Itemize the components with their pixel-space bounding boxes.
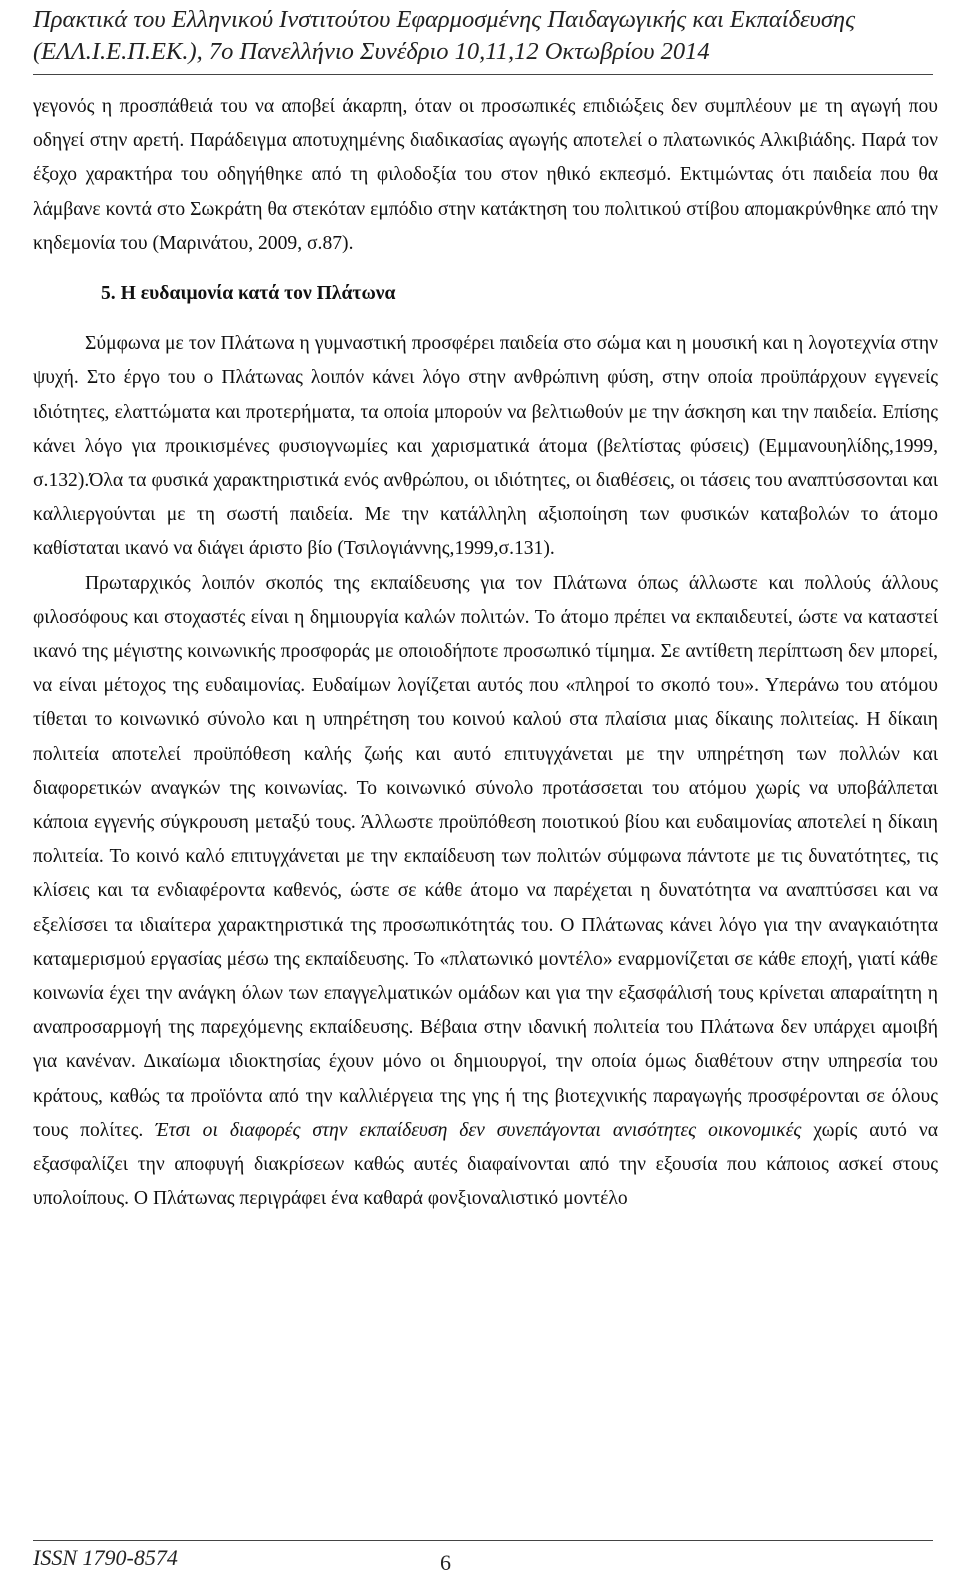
paragraph-education-goal-part-2: χωρίς αυτό να εξασφαλίζει την αποφυγή διακρίσεων καθώς αυτές διαφαίνονται από την εξουσία που κάποιος ασκεί στους υπολοίπους. Ο Πλάτωνας περιγράφει ένα καθαρά φονξιοναλιστικό μοντέλο — [33, 1119, 938, 1210]
footer-divider — [33, 1540, 933, 1541]
issn-label: ISSN 1790-8574 — [33, 1545, 178, 1570]
header-line-1: Πρακτικά του Ελληνικού Ινστιτούτου Εφαρμοσμένης Παιδαγωγικής και Εκπαίδευσης — [33, 6, 856, 33]
header-divider — [33, 74, 933, 75]
paragraph-education-goal-part-1: Πρωταρχικός λοιπόν σκοπός της εκπαίδευσης για τον Πλάτωνα όπως άλλωστε και πολλούς άλλους φιλοσόφους και στοχαστές είναι η δημιουργία καλών πολιτών. Το άτομο πρέπει να εκπαιδευτεί, ώστε να καταστεί ικανό της μέγιστης κοινωνικής προσφοράς με οποιοδήποτε προσωπικό τίμημα. Σε αντίθετη περίπτωση δεν μπορεί, να είναι μέτοχος της ευδαιμονίας. Ευδαίμων λογίζεται αυτός που «πληροί το σκοπό του». Υπεράνω του ατόμου τίθεται το κοινωνικό σύνολο και η υπηρέτηση του κοινού καλού στα πλαίσια μιας δίκαιης πολιτείας. Η δίκαιη πολιτεία αποτελεί προϋπόθεση καλής ζωής και αυτό επιτυγχάνεται με την υπηρέτηση των πολλών και διαφορετικών αναγκών της κοινωνίας. Το κοινωνικό σύνολο προτάσσεται του ατόμου χωρίς να υποβάλπεται κάποια εγγενής σύγκρουση μεταξύ τους. Άλλωστε προϋπόθεση ποιοτικού βίου και ευδαιμονίας αποτελεί η δίκαιη πολιτεία. Το κοινό καλό επιτυγχάνεται με την εκπαίδευση των πολιτών σύμφωνα πάντοτε με τις δυνατότητες, τις κλίσεις και τα ενδιαφέροντα καθενός, ώστε σε κάθε άτομο να παρέχεται η δυνατότητα να αναπτύσσει και να εξελίσσει τα ιδιαίτερα χαρακτηριστικά της προσωπικότητάς του. Ο Πλάτωνας κάνει λόγο για την αναγκαιότητα καταμερισμού εργασίας μέσω της εκπαίδευσης. Το «πλατωνικό μοντέλο» εναρμονίζεται σε κάθε εποχή, γιατί κάθε κοινωνία έχει την ανάγκη όλων των επαγγελματικών ομάδων και για την εξασφάλισή τους κρίνεται απαραίτητη η αναπροσαρμογή της παρεχόμενης εκπαίδευσης. Βέβαια στην ιδανική πολιτεία του Πλάτωνα δεν υπάρχει αμοιβή για κανέναν. Δικαίωμα ιδιοκτησίας έχουν μόνο οι δημιουργοί, την οποία όμως διαθέτουν στην υπηρεσία του κράτους, καθώς τα προϊόντα από την καλλιέργεια της γης ή της βιοτεχνικής παραγωγής προσφέρονται σε όλους τους πολίτες. — [33, 572, 938, 1141]
paragraph-nature: Σύμφωνα με τον Πλάτωνα η γυμναστική προσφέρει παιδεία στο σώμα και η μουσική και η λογοτεχνία στην ψυχή. Στο έργο του ο Πλάτωνας λοιπόν κάνει λόγο στην ανθρώπινη φύση, στην οποία προϋπάρχουν εγγενείς ιδιότητες, ελαττώματα και προτερήματα, τα οποία μπορούν να βελτιωθούν με την άσκηση και την παιδεία. Επίσης κάνει λόγο για προικισμένες φυσιογνωμίες και χαρισματικά άτομα (βελτίστας φύσεις) (Εμμανουηλίδης,1999, σ.132).Όλα τα φυσικά χαρακτηριστικά ενός ανθρώπου, οι ιδιότητες, οι διαθέσεις, οι τάσεις του αναπτύσσονται και καλλιεργούνται με τη σωστή παιδεία. Με την κατάλληλη αξιοποίηση των φυσικών καταβολών το άτομο καθίσταται ικανό να διάγει άριστο βίο (Τσιλογιάννης,1999,σ.131). — [33, 333, 938, 560]
running-header — [33, 4, 933, 68]
section-heading: 5. Η ευδαιμονία κατά τον Πλάτωνα — [101, 283, 396, 305]
header-line-2: (ΕΛΛ.Ι.Ε.Π.ΕΚ.), 7ο Πανελλήνιο Συνέδριο 10,11,12 Οκτωβρίου 2014 — [33, 38, 710, 65]
paragraph-education-goal-italic: Έτσι οι διαφορές στην εκπαίδευση δεν συνεπάγονται ανισότητες οικονομικές — [155, 1119, 802, 1141]
paragraph-alcibiades: γεγονός η προσπάθειά του να αποβεί άκαρπη, όταν οι προσωπικές επιδιώξεις δεν συμπλέουν με τη αγωγή που οδηγεί στην αρετή. Παράδειγμα αποτυχημένης διαδικασίας αγωγής αποτελεί ο πλατωνικός Αλκιβιάδης. Παρά τον έξοχο χαρακτήρα του οδηγήθηκε από τη φιλοδοξία του στον ηθικό εκπεσμό. Εκτιμώντας ότι παιδεία που θα λάμβανε κοντά στο Σωκράτη θα στεκόταν εμπόδιο στην κατάκτηση του πολιτικού στίβου απομακρύνθηκε από την κηδεμονία του (Μαρινάτου, 2009, σ.87). — [33, 96, 938, 254]
body-text — [33, 90, 938, 1217]
page-number: 6 — [440, 1550, 451, 1575]
paragraph-education-goal — [33, 567, 938, 1217]
